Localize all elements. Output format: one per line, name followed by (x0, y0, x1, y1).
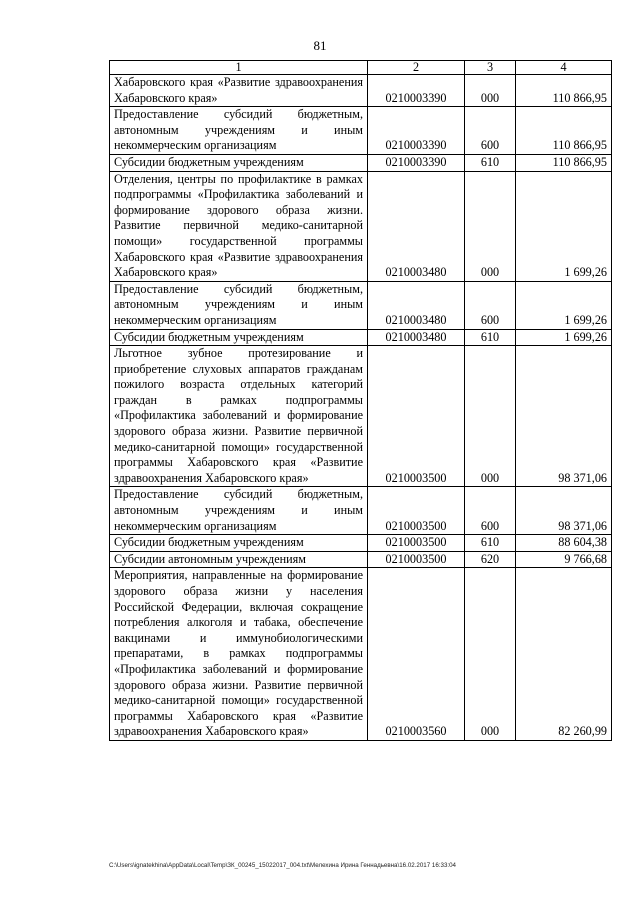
row-vr: 600 (465, 281, 516, 329)
row-sum: 98 371,06 (516, 346, 612, 487)
row-csr: 0210003390 (368, 75, 465, 107)
row-vr: 000 (465, 171, 516, 281)
row-name: Субсидии автономным учреждениям (110, 551, 368, 568)
row-vr: 600 (465, 487, 516, 535)
table-row (110, 75, 612, 107)
header-col-3: 3 (465, 61, 516, 75)
row-vr: 610 (465, 154, 516, 171)
row-sum: 82 260,99 (516, 568, 612, 741)
row-csr: 0210003480 (368, 171, 465, 281)
row-vr: 610 (465, 329, 516, 346)
table-row (110, 154, 612, 171)
row-sum: 110 866,95 (516, 107, 612, 155)
row-vr: 000 (465, 75, 516, 107)
table-row (110, 487, 612, 535)
row-name: Льготное зубное протезирование и приобретение слуховых аппаратов гражданам пожилого возраста отдельных категорий граждан в рамках подпрограммы «Профилактика заболеваний и формирование здорового образа жизни. Развитие первичной медико-санитарной помощи» государственной программы Хабаровского края «Развитие здравоохранения Хабаровского края» (110, 346, 368, 487)
header-col-4: 4 (516, 61, 612, 75)
budget-table (109, 60, 612, 741)
row-name: Предоставление субсидий бюджетным, автономным учреждениям и иным некоммерческим организациям (110, 107, 368, 155)
table-row (110, 171, 612, 281)
row-name: Субсидии бюджетным учреждениям (110, 154, 368, 171)
row-name: Субсидии бюджетным учреждениям (110, 329, 368, 346)
row-csr: 0210003560 (368, 568, 465, 741)
row-csr: 0210003500 (368, 535, 465, 552)
row-name: Отделения, центры по профилактике в рамках подпрограммы «Профилактика заболеваний и формирование здорового образа жизни. Развитие первичной медико-санитарной помощи» государственной программы Хабаровского края «Развитие здравоохранения Хабаровского края» (110, 171, 368, 281)
row-csr: 0210003390 (368, 107, 465, 155)
row-sum: 98 371,06 (516, 487, 612, 535)
row-name: Хабаровского края «Развитие здравоохранения Хабаровского края» (110, 75, 368, 107)
table-row (110, 551, 612, 568)
row-sum: 110 866,95 (516, 154, 612, 171)
header-col-1: 1 (110, 61, 368, 75)
table-row (110, 346, 612, 487)
row-csr: 0210003500 (368, 346, 465, 487)
row-sum: 9 766,68 (516, 551, 612, 568)
row-name: Предоставление субсидий бюджетным, автономным учреждениям и иным некоммерческим организациям (110, 487, 368, 535)
table-row (110, 281, 612, 329)
footer-file-path: C:\Users\ignatekhina\AppData\Local\Temp\ЗК_00245_15022017_004.txt\Мелехина Ирина Геннадьевна\16.02.2017 16:33:04 (109, 862, 456, 869)
row-vr: 000 (465, 568, 516, 741)
row-name: Предоставление субсидий бюджетным, автономным учреждениям и иным некоммерческим организациям (110, 281, 368, 329)
row-vr: 610 (465, 535, 516, 552)
row-csr: 0210003480 (368, 281, 465, 329)
table-row (110, 568, 612, 741)
row-vr: 600 (465, 107, 516, 155)
table-row (110, 329, 612, 346)
row-csr: 0210003480 (368, 329, 465, 346)
row-csr: 0210003500 (368, 487, 465, 535)
header-col-2: 2 (368, 61, 465, 75)
row-vr: 000 (465, 346, 516, 487)
row-name: Субсидии бюджетным учреждениям (110, 535, 368, 552)
row-sum: 110 866,95 (516, 75, 612, 107)
row-sum: 1 699,26 (516, 171, 612, 281)
table-row (110, 107, 612, 155)
row-sum: 1 699,26 (516, 281, 612, 329)
row-name: Мероприятия, направленные на формирование здорового образа жизни у населения Российской Федерации, включая сокращение потребления алкоголя и табака, обеспечение вакцинами и иммунобиологическими препаратами, в рамках подпрограммы «Профилактика заболеваний и формирование здорового образа жизни. Развитие первичной медико-санитарной помощи» государственной программы Хабаровского края «Развитие здравоохранения Хабаровского края» (110, 568, 368, 741)
page-number: 81 (313, 38, 327, 53)
header-row (110, 61, 612, 75)
row-csr: 0210003390 (368, 154, 465, 171)
table-row (110, 535, 612, 552)
row-sum: 1 699,26 (516, 329, 612, 346)
row-sum: 88 604,38 (516, 535, 612, 552)
row-vr: 620 (465, 551, 516, 568)
row-csr: 0210003500 (368, 551, 465, 568)
